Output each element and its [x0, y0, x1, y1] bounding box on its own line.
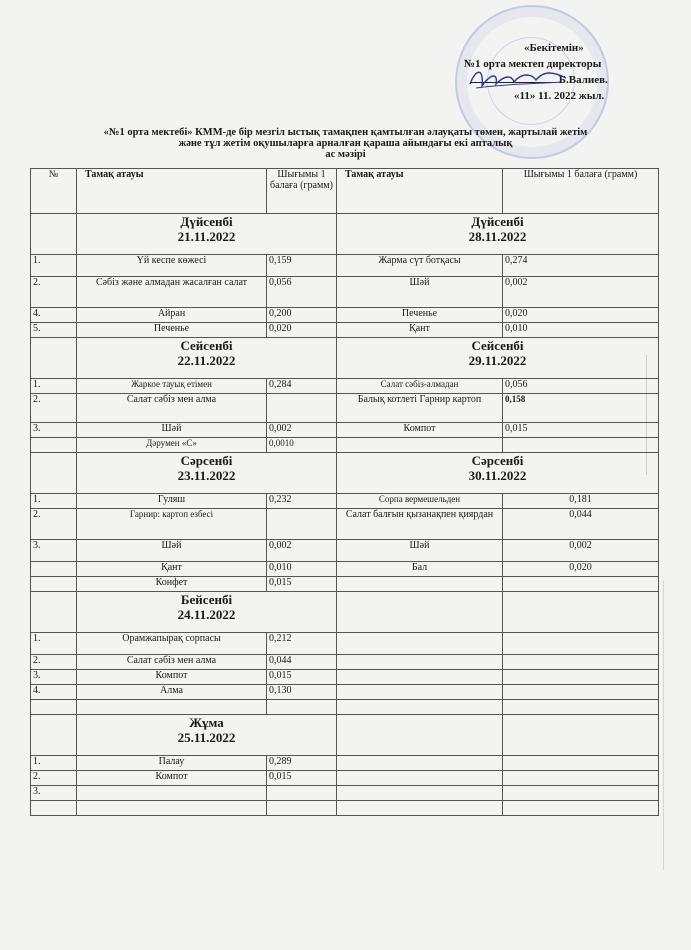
approval-title: «Бекітемін» — [524, 42, 584, 54]
day-row-thursday — [31, 592, 659, 633]
table-header-row — [31, 169, 659, 214]
table-row: 1. Орамжапырақ сорпасы 0,212 — [31, 633, 659, 655]
day-heading: Сейсенбі 29.11.2022 — [337, 338, 659, 379]
approval-date: «11» 11. 2022 жыл. — [514, 90, 605, 102]
day-row-friday — [31, 715, 659, 756]
table-row: 1. Жаркое тауық етімен 0,284 Салат сәбіз-алмадан 0,056 — [31, 379, 659, 394]
table-row: 5. Печенье 0,020 Қант 0,010 — [31, 323, 659, 338]
title-line-3: ас мәзірі — [325, 149, 366, 160]
title-line-2: және тұл жетім оқушыларға арналған қараша айындағы екі апталық — [178, 138, 513, 149]
table-row: Дәрумен «С» 0,0010 — [31, 438, 659, 453]
table-row: 3. Шәй 0,002 Компот 0,015 — [31, 423, 659, 438]
header-number: № — [31, 169, 77, 214]
day-heading: Дүйсенбі 21.11.2022 — [77, 214, 337, 255]
table-row — [31, 801, 659, 816]
day-row-tuesday — [31, 338, 659, 379]
table-row: Конфет 0,015 — [31, 577, 659, 592]
table-row: 3. Шәй 0,002 Шәй 0,002 — [31, 540, 659, 562]
table-row — [31, 700, 659, 715]
table-row: 1. Гуляш 0,232 Сорпа вермешельден 0,181 — [31, 494, 659, 509]
table-row: Қант 0,010 Бал 0,020 — [31, 562, 659, 577]
day-row-wednesday — [31, 453, 659, 494]
table-row: 3. — [31, 786, 659, 801]
table-row: 1. Үй кеспе көжесі 0,159 Жарма сүт ботқасы 0,274 — [31, 255, 659, 277]
day-heading: Дүйсенбі 28.11.2022 — [337, 214, 659, 255]
handwritten-signature — [462, 62, 572, 96]
table-row: 3. Компот 0,015 — [31, 670, 659, 685]
day-heading: Жұма 25.11.2022 — [77, 715, 337, 756]
day-heading: Сейсенбі 22.11.2022 — [77, 338, 337, 379]
title-line-1: «№1 орта мектебі» КММ-де бір мезгіл ыстық тамақпен қамтылған әлауқаты төмен, жартылай жетім — [103, 127, 588, 138]
header-quantity-2: Шығымы 1 балаға (грамм) — [503, 169, 659, 214]
table-row: 2. Сәбіз және алмадан жасалған салат 0,056 Шәй 0,002 — [31, 277, 659, 308]
table-row: 1. Палау 0,289 — [31, 756, 659, 771]
table-row: 4. Айран 0,200 Печенье 0,020 — [31, 308, 659, 323]
approval-director-line: №1 орта мектеп директоры — [464, 58, 602, 70]
day-heading: Сәрсенбі 30.11.2022 — [337, 453, 659, 494]
director-name: Б.Валиев. — [558, 74, 608, 86]
day-heading: Бейсенбі 24.11.2022 — [77, 592, 337, 633]
table-row: 4. Алма 0,130 — [31, 685, 659, 700]
menu-table — [30, 168, 659, 816]
scan-edge-mark — [646, 355, 647, 475]
table-row: 2. Гарнир: картоп езбесі Салат балғын қызанақпен қиярдан 0,044 — [31, 509, 659, 540]
day-heading: Сәрсенбі 23.11.2022 — [77, 453, 337, 494]
header-dish-name: Тамақ атауы — [77, 169, 267, 214]
scan-edge-mark — [663, 580, 664, 870]
table-row: 2. Салат сәбіз мен алма Балық котлеті Гарнир картоп 0,158 — [31, 394, 659, 423]
header-dish-name-2: Тамақ атауы — [337, 169, 503, 214]
table-row: 2. Салат сәбіз мен алма 0,044 — [31, 655, 659, 670]
document-title — [0, 127, 691, 160]
header-quantity: Шығымы 1 балаға (грамм) — [267, 169, 337, 214]
day-row-monday — [31, 214, 659, 255]
table-row: 2. Компот 0,015 — [31, 771, 659, 786]
